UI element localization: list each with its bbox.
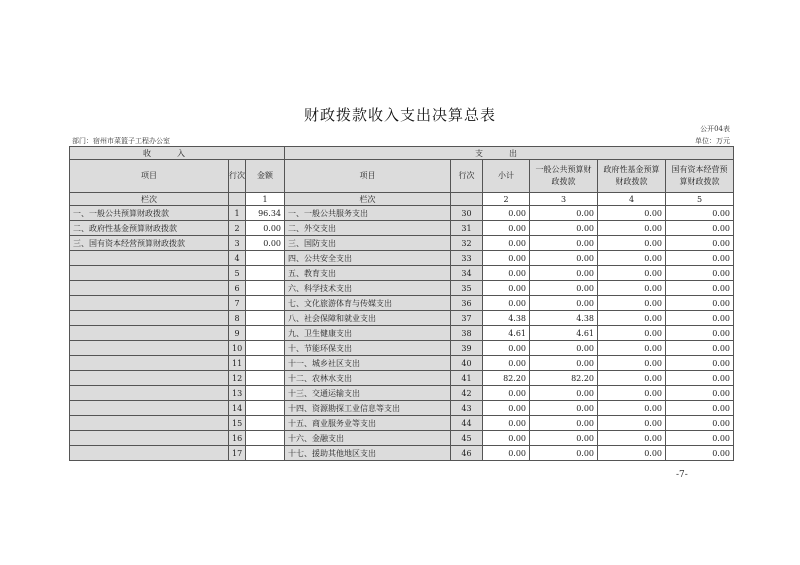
general-budget-cell: 0.00 [530,431,598,446]
table-row [70,386,734,401]
soe-budget-cell: 0.00 [666,371,734,386]
soe-budget-cell: 0.00 [666,251,734,266]
subtotal-cell: 4.38 [483,311,530,326]
soe-budget-cell: 0.00 [666,221,734,236]
subtotal-cell: 0.00 [483,296,530,311]
subtotal-cell: 82.20 [483,371,530,386]
soe-budget-cell: 0.00 [666,311,734,326]
fund-budget-header: 政府性基金预算财政拨款 [598,160,666,193]
income-amount-cell [246,281,285,296]
expense-rowno-cell: 39 [451,341,483,356]
general-budget-cell: 82.20 [530,371,598,386]
table-row [70,296,734,311]
subtotal-cell: 0.00 [483,221,530,236]
expense-rowno-cell: 40 [451,356,483,371]
table-row [70,401,734,416]
budget-table [69,146,734,461]
income-rowno-cell: 11 [229,356,246,371]
expense-colnum-label: 栏次 [285,193,451,206]
expense-item-cell: 十六、金融支出 [285,431,451,446]
expense-rowno-cell: 33 [451,251,483,266]
expense-item-cell: 十四、资源勘探工业信息等支出 [285,401,451,416]
income-item-cell: 二、政府性基金预算财政拨款 [70,221,229,236]
table-row [70,431,734,446]
soe-budget-header: 国有资本经营预算财政拨款 [666,160,734,193]
column-header-row [70,160,734,193]
income-rowno-cell: 2 [229,221,246,236]
table-row [70,446,734,461]
expense-item-cell: 十三、交通运输支出 [285,386,451,401]
general-budget-header: 一般公共预算财政拨款 [530,160,598,193]
general-budget-cell: 0.00 [530,401,598,416]
income-rowno-cell: 4 [229,251,246,266]
table-row [70,311,734,326]
income-rowno-cell: 12 [229,371,246,386]
income-item-cell [70,371,229,386]
table-row [70,251,734,266]
income-amount-cell: 0.00 [246,221,285,236]
form-code: 公开04表 [700,125,730,133]
expense-item-cell: 四、公共安全支出 [285,251,451,266]
expense-rowno-cell: 35 [451,281,483,296]
expense-item-cell: 十五、商业服务业等支出 [285,416,451,431]
general-budget-cell: 4.38 [530,311,598,326]
income-item-cell [70,326,229,341]
subtotal-cell: 0.00 [483,341,530,356]
expense-item-cell: 十二、农林水支出 [285,371,451,386]
income-rowno-cell: 17 [229,446,246,461]
expense-rowno-header: 行次 [451,160,483,193]
income-item-cell [70,341,229,356]
income-rowno-cell: 10 [229,341,246,356]
subtotal-cell: 0.00 [483,431,530,446]
subtotal-cell: 0.00 [483,356,530,371]
expense-item-cell: 九、卫生健康支出 [285,326,451,341]
soe-budget-cell: 0.00 [666,266,734,281]
income-amount-header: 金额 [246,160,285,193]
general-budget-cell: 4.61 [530,326,598,341]
expense-item-cell: 十、节能环保支出 [285,341,451,356]
general-budget-cell: 0.00 [530,236,598,251]
general-budget-cell: 0.00 [530,341,598,356]
expense-rowno-cell: 44 [451,416,483,431]
expense-rowno-cell: 46 [451,446,483,461]
income-amount-cell [246,386,285,401]
expense-rowno-cell: 32 [451,236,483,251]
general-budget-cell: 0.00 [530,281,598,296]
income-amount-cell [246,266,285,281]
soe-budget-cell: 0.00 [666,341,734,356]
expense-section-header: 支出 [285,147,734,160]
expense-item-cell: 五、教育支出 [285,266,451,281]
general-budget-cell: 0.00 [530,356,598,371]
subtotal-cell: 0.00 [483,236,530,251]
table-row [70,266,734,281]
page-title: 财政拨款收入支出决算总表 [303,106,496,124]
column-number-row [70,193,734,206]
income-rowno-cell: 7 [229,296,246,311]
subtotal-cell: 0.00 [483,386,530,401]
colnum-3: 3 [530,193,598,206]
subtotal-cell: 0.00 [483,251,530,266]
table-row [70,356,734,371]
income-item-cell: 一、一般公共预算财政拨款 [70,206,229,221]
income-item-cell [70,386,229,401]
expense-rowno-cell: 31 [451,221,483,236]
income-amount-cell [246,401,285,416]
general-budget-cell: 0.00 [530,296,598,311]
general-budget-cell: 0.00 [530,221,598,236]
soe-budget-cell: 0.00 [666,386,734,401]
income-amount-cell: 96.34 [246,206,285,221]
fund-budget-cell: 0.00 [598,356,666,371]
table-row [70,281,734,296]
income-amount-cell [246,311,285,326]
soe-budget-cell: 0.00 [666,206,734,221]
expense-item-cell: 二、外交支出 [285,221,451,236]
income-item-cell [70,401,229,416]
fund-budget-cell: 0.00 [598,281,666,296]
table-row [70,341,734,356]
income-item-cell [70,281,229,296]
expense-rowno-cell: 45 [451,431,483,446]
subtotal-cell: 0.00 [483,401,530,416]
fund-budget-cell: 0.00 [598,371,666,386]
page-number: -7- [676,470,688,480]
fund-budget-cell: 0.00 [598,221,666,236]
expense-rowno-cell: 34 [451,266,483,281]
fund-budget-cell: 0.00 [598,326,666,341]
expense-rowno-cell: 43 [451,401,483,416]
fund-budget-cell: 0.00 [598,266,666,281]
expense-item-cell: 七、文化旅游体育与传媒支出 [285,296,451,311]
expense-rowno-cell: 36 [451,296,483,311]
colnum-4: 4 [598,193,666,206]
income-colnum-label: 栏次 [70,193,229,206]
income-item-cell: 三、国有资本经营预算财政拨款 [70,236,229,251]
fund-budget-cell: 0.00 [598,296,666,311]
general-budget-cell: 0.00 [530,251,598,266]
fund-budget-cell: 0.00 [598,251,666,266]
expense-rowno-cell: 41 [451,371,483,386]
income-item-cell [70,266,229,281]
subtotal-cell: 0.00 [483,206,530,221]
income-rowno-cell: 16 [229,431,246,446]
income-amount-cell [246,341,285,356]
general-budget-cell: 0.00 [530,206,598,221]
income-rowno-cell: 13 [229,386,246,401]
subtotal-cell: 0.00 [483,446,530,461]
subtotal-cell: 0.00 [483,266,530,281]
expense-item-cell: 八、社会保障和就业支出 [285,311,451,326]
subtotal-cell: 0.00 [483,281,530,296]
income-rowno-cell: 1 [229,206,246,221]
income-rowno-header: 行次 [229,160,246,193]
income-item-cell [70,311,229,326]
income-rowno-cell: 14 [229,401,246,416]
subtotal-cell: 4.61 [483,326,530,341]
income-item-cell [70,431,229,446]
soe-budget-cell: 0.00 [666,236,734,251]
income-rowno-cell: 15 [229,416,246,431]
income-rowno-cell: 3 [229,236,246,251]
income-amount-cell [246,326,285,341]
fund-budget-cell: 0.00 [598,236,666,251]
income-amount-cell [246,251,285,266]
fund-budget-cell: 0.00 [598,311,666,326]
income-section-header: 收入 [70,147,285,160]
income-item-cell [70,416,229,431]
income-amount-cell: 0.00 [246,236,285,251]
table-row [70,416,734,431]
general-budget-cell: 0.00 [530,266,598,281]
fund-budget-cell: 0.00 [598,206,666,221]
colnum-2: 2 [483,193,530,206]
income-item-header: 项目 [70,160,229,193]
fund-budget-cell: 0.00 [598,386,666,401]
income-amount-cell [246,296,285,311]
expense-rowno-cell: 37 [451,311,483,326]
fund-budget-cell: 0.00 [598,341,666,356]
general-budget-cell: 0.00 [530,416,598,431]
income-rowno-cell: 9 [229,326,246,341]
income-rowno-cell: 5 [229,266,246,281]
expense-rowno-cell: 42 [451,386,483,401]
soe-budget-cell: 0.00 [666,326,734,341]
income-rowno-cell: 8 [229,311,246,326]
income-item-cell [70,296,229,311]
fund-budget-cell: 0.00 [598,431,666,446]
income-amount-cell [246,416,285,431]
table-row [70,221,734,236]
table-row [70,326,734,341]
expense-item-cell: 三、国防支出 [285,236,451,251]
income-amount-cell [246,446,285,461]
soe-budget-cell: 0.00 [666,446,734,461]
soe-budget-cell: 0.00 [666,431,734,446]
soe-budget-cell: 0.00 [666,416,734,431]
expense-item-cell: 十一、城乡社区支出 [285,356,451,371]
table-row [70,236,734,251]
subtotal-cell: 0.00 [483,416,530,431]
general-budget-cell: 0.00 [530,386,598,401]
expense-item-header: 项目 [285,160,451,193]
income-item-cell [70,446,229,461]
fund-budget-cell: 0.00 [598,416,666,431]
income-item-cell [70,356,229,371]
soe-budget-cell: 0.00 [666,296,734,311]
expense-colnum-blank [451,193,483,206]
expense-rowno-cell: 30 [451,206,483,221]
soe-budget-cell: 0.00 [666,281,734,296]
fund-budget-cell: 0.00 [598,401,666,416]
unit-label: 单位：万元 [695,137,730,145]
soe-budget-cell: 0.00 [666,401,734,416]
department-label: 部门：宿州市菜篮子工程办公室 [72,137,170,145]
soe-budget-cell: 0.00 [666,356,734,371]
expense-item-cell: 十七、援助其他地区支出 [285,446,451,461]
expense-item-cell: 六、科学技术支出 [285,281,451,296]
table-row [70,206,734,221]
expense-rowno-cell: 38 [451,326,483,341]
income-item-cell [70,251,229,266]
expense-item-cell: 一、一般公共服务支出 [285,206,451,221]
fund-budget-cell: 0.00 [598,446,666,461]
colnum-5: 5 [666,193,734,206]
income-colnum-1: 1 [246,193,285,206]
income-colnum-blank [229,193,246,206]
section-header-row [70,147,734,160]
income-amount-cell [246,356,285,371]
income-rowno-cell: 6 [229,281,246,296]
income-amount-cell [246,431,285,446]
subtotal-header: 小计 [483,160,530,193]
income-amount-cell [246,371,285,386]
general-budget-cell: 0.00 [530,446,598,461]
table-row [70,371,734,386]
